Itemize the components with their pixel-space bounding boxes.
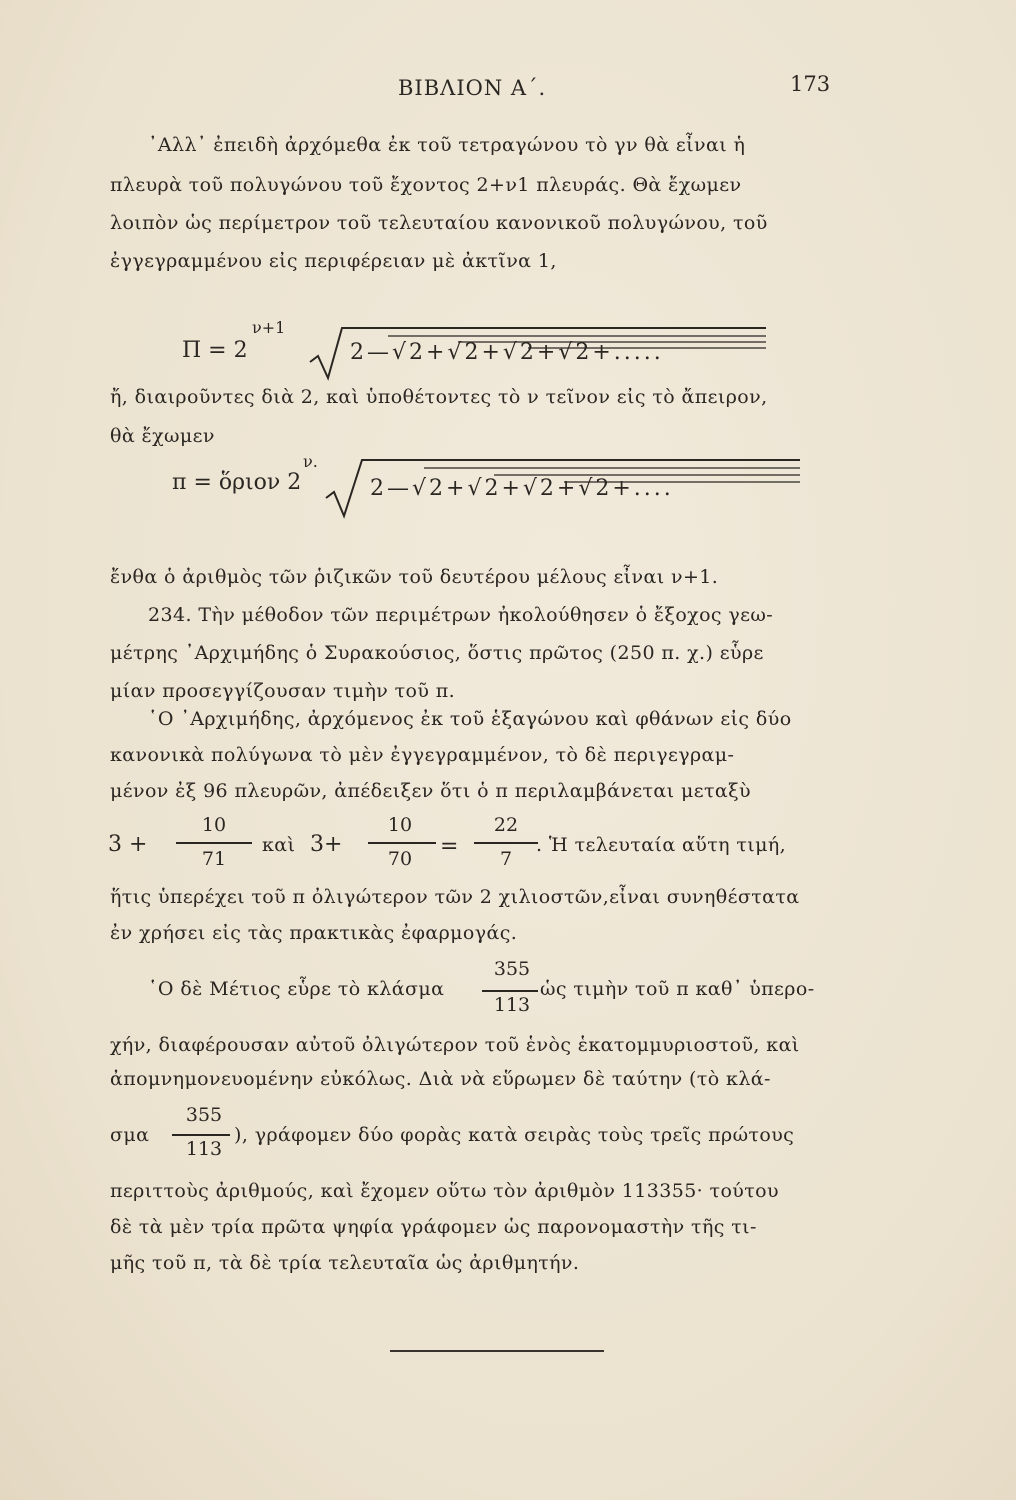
fraction-denominator: 70 [387,848,413,870]
text-line: ἥτις ὑπερέχει τοῦ π ὀλιγώτερον τῶν 2 χιλιοστῶν,εἶναι συνηθέστατα [110,886,800,908]
book-title: ΒΙΒΛΙΟΝ Α΄. [398,76,547,100]
text-line: ἔνθα ὁ ἀριθμὸς τῶν ῥιζικῶν τοῦ δευτέρου μέλους εἶναι ν+1. [110,566,719,588]
fraction-numerator: 22 [493,814,519,836]
text-line: χήν, διαφέρουσαν αὐτοῦ ὀλιγώτερον τοῦ ἑνὸς ἑκατομμυριοστοῦ, καὶ [110,1034,800,1056]
fraction-bar [172,1134,230,1136]
text-line: σμα [110,1124,150,1146]
fraction-bar [474,842,538,844]
text-line: λοιπὸν ὡς περίμετρον τοῦ τελευταίου κανονικοῦ πολυγώνου, τοῦ [110,212,768,234]
text-line: πλευρὰ τοῦ πολυγώνου τοῦ ἔχοντος 2+ν1 πλευράς. Θὰ ἔχωμεν [110,174,742,196]
text-line: ἐν χρήσει εἰς τὰς πρακτικὰς ἐφαρμογάς. [110,922,518,944]
text-line: ἀπομνημονευομένην εὐκόλως. Διὰ νὰ εὕρωμεν δὲ ταύτην (τὸ κλά- [110,1068,771,1090]
text-line: ), γράφομεν δύο φορὰς κατὰ σειρὰς τοὺς τρεῖς πρώτους [234,1124,795,1146]
fraction-numerator: 10 [387,814,413,836]
formula-exponent: ν+1 [252,318,286,337]
text-line: 234. Τὴν μέθοδον τῶν περιμέτρων ἠκολούθησεν ὁ ἔξοχος γεω- [148,604,774,626]
text-line: ῾Ο ᾿Αρχιμήδης, ἀρχόμενος ἐκ τοῦ ἑξαγώνου καὶ φθάνων εἰς δύο [148,708,792,730]
formula-lhs: π = ὅριον 2 [172,470,302,495]
fraction-bar [176,842,252,844]
formula-term: 3+ [310,832,343,857]
fraction-denominator: 7 [499,848,513,870]
fraction-bar [482,990,538,992]
fraction-numerator: 355 [185,1104,223,1126]
word-kai: καὶ [262,834,296,856]
formula-radicand: 2—√2+√2+√2+√2+..... [350,340,664,365]
text-line: ᾿Αλλ᾿ ἐπειδὴ ἀρχόμεθα ἐκ τοῦ τετραγώνου τὸ γν θὰ εἶναι ἡ [148,134,746,156]
fraction-denominator: 113 [493,994,531,1016]
equals-sign: = [440,834,459,859]
closing-rule [390,1350,604,1352]
fraction-denominator: 71 [201,848,227,870]
text-line: ἐγγεγραμμένου εἰς περιφέρειαν μὲ ἀκτῖνα 1, [110,250,557,272]
running-header [0,72,1016,106]
text-line: ὡς τιμὴν τοῦ π καθ᾿ ὑπερο- [540,978,815,1000]
fraction-numerator: 10 [201,814,227,836]
text-line: περιττοὺς ἀριθμούς, καὶ ἔχομεν οὕτω τὸν ἀριθμὸν 113355· τούτου [110,1180,779,1202]
formula-radicand: 2—√2+√2+√2+√2+.... [370,476,674,501]
text-line: θὰ ἔχωμεν [110,425,215,447]
fraction-denominator: 113 [185,1138,223,1160]
formula-exponent: ν. [303,452,318,471]
text-line: μίαν προσεγγίζουσαν τιμὴν τοῦ π. [110,680,456,702]
text-tail: . Ἡ τελευταία αὕτη τιμή, [536,834,787,856]
text-line: μῆς τοῦ π, τὰ δὲ τρία τελευταῖα ὡς ἀριθμητήν. [110,1252,580,1274]
formula-lhs: Π = 2 [182,338,248,363]
fraction-bar [368,842,436,844]
text-line: κανονικὰ πολύγωνα τὸ μὲν ἐγγεγραμμένον, τὸ δὲ περιγεγραμ- [110,744,735,766]
text-line: δὲ τὰ μὲν τρία πρῶτα ψηφία γράφομεν ὡς παρονομαστὴν τῆς τι- [110,1216,757,1238]
formula-term: 3 + [108,832,148,857]
text-line: μέτρης ᾿Αρχιμήδης ὁ Συρακούσιος, ὅστις πρῶτος (250 π. χ.) εὗρε [110,642,764,664]
fraction-numerator: 355 [493,958,531,980]
text-line: ἤ, διαιροῦντες διὰ 2, καὶ ὑποθέτοντες τὸ ν τεῖνον εἰς τὸ ἄπειρον, [110,386,768,408]
page-number: 173 [790,72,831,96]
text-line: ῾Ο δὲ Μέτιος εὗρε τὸ κλάσμα [148,978,445,1000]
text-line: μένον ἐξ 96 πλευρῶν, ἀπέδειξεν ὅτι ὁ π περιλαμβάνεται μεταξὺ [110,780,751,802]
